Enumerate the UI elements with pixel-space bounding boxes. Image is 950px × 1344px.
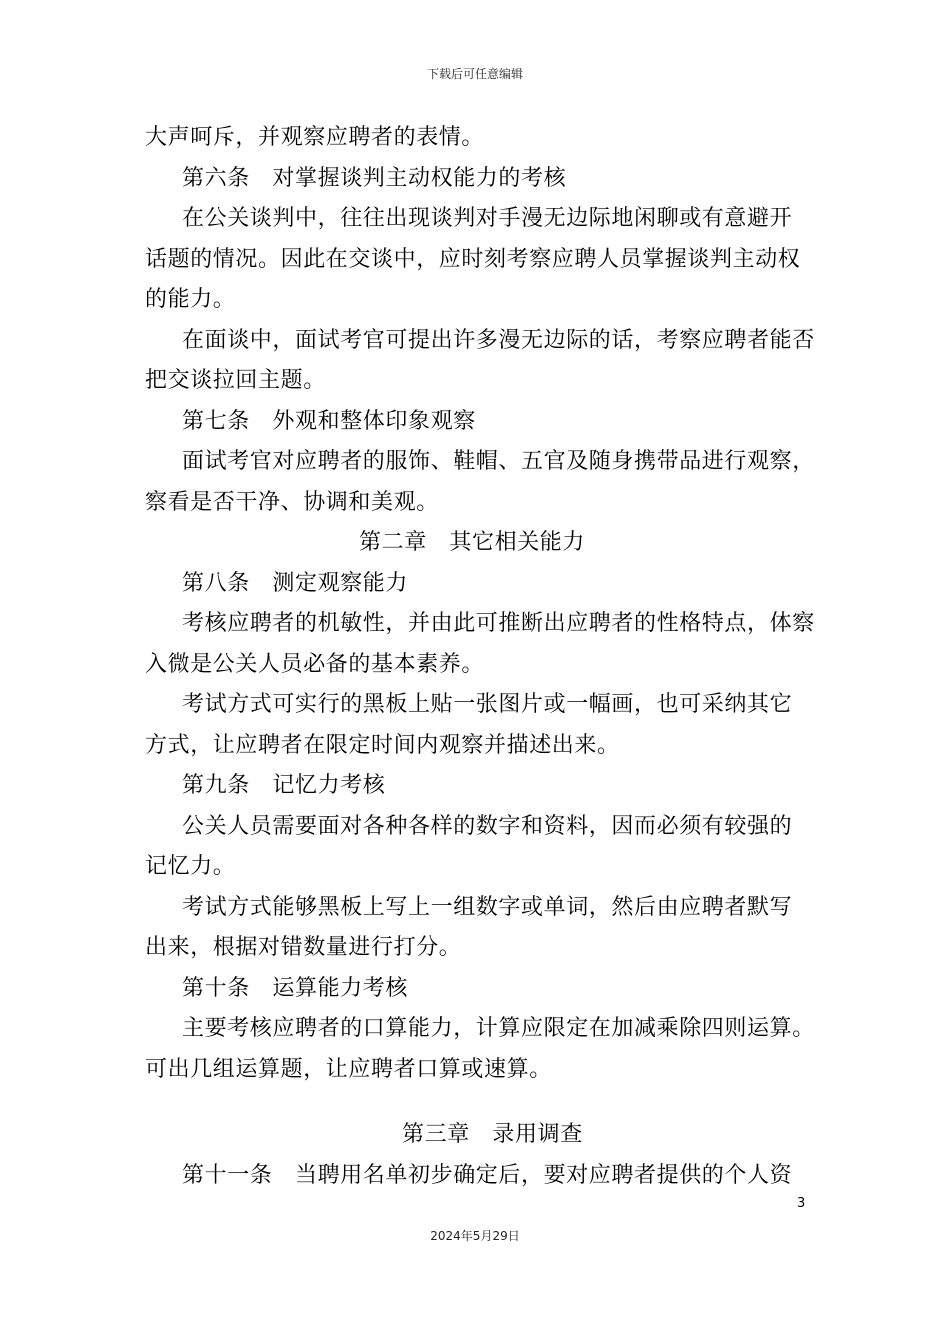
page-footer-date: 2024年5月29日 bbox=[430, 1229, 520, 1243]
paragraph-line: 把交谈拉回主题。 bbox=[145, 368, 326, 393]
paragraph-line: 入微是公关人员必备的基本素养。 bbox=[145, 651, 485, 677]
paragraph-line: 考核应聘者的机敏性，并由此可推断出应聘者的性格特点，体察 bbox=[182, 611, 815, 636]
paragraph-line: 可出几组运算题，让应聘者口算或速算。 bbox=[145, 1056, 552, 1082]
paragraph-line: 面试考官对应聘者的服饰、鞋帽、五官及随身携带品进行观察， bbox=[182, 449, 815, 474]
document-body bbox=[145, 118, 815, 1196]
paragraph-line: 出来，根据对错数量进行打分。 bbox=[145, 935, 462, 960]
paragraph-line: 察看是否干净、协调和美观。 bbox=[145, 489, 439, 515]
article-heading: 第十一条 当聘用名单初步确定后，要对应聘者提供的个人资 bbox=[182, 1162, 793, 1188]
article-heading: 第八条 测定观察能力 bbox=[182, 570, 409, 596]
page-header: 下载后可任意编辑 bbox=[426, 67, 523, 81]
paragraph-line: 大声呵斥，并观察应聘者的表情。 bbox=[145, 125, 485, 150]
article-heading: 第六条 对掌握谈判主动权能力的考核 bbox=[182, 165, 567, 191]
page-number: 3 bbox=[797, 1196, 806, 1211]
paragraph-line: 在公关谈判中，往往出现谈判对手漫无边际地闲聊或有意避开 bbox=[182, 206, 793, 231]
article-heading: 第十条 运算能力考核 bbox=[182, 975, 409, 1001]
paragraph-line: 考试方式能够黑板上写上一组数字或单词，然后由应聘者默写 bbox=[182, 894, 793, 920]
paragraph-line: 公关人员需要面对各种各样的数字和资料，因而必须有较强的 bbox=[182, 813, 793, 839]
paragraph-line: 考试方式可实行的黑板上贴一张图片或一幅画，也可采纳其它 bbox=[182, 692, 793, 717]
section-gap bbox=[145, 1090, 810, 1115]
chapter-heading: 第二章 其它相关能力 bbox=[359, 530, 586, 555]
article-heading: 第九条 记忆力考核 bbox=[182, 773, 386, 798]
paragraph-line: 在面谈中，面试考官可提出许多漫无边际的话，考察应聘者能否 bbox=[182, 327, 815, 353]
paragraph-line: 话题的情况。因此在交谈中，应时刻考察应聘人员掌握谈判主动权 bbox=[145, 246, 801, 272]
paragraph-line: 的能力。 bbox=[145, 287, 236, 312]
chapter-heading: 第三章 录用调查 bbox=[402, 1122, 583, 1147]
paragraph-line: 方式，让应聘者在限定时间内观察并描述出来。 bbox=[145, 732, 620, 758]
paragraph-line: 记忆力。 bbox=[145, 854, 236, 879]
article-heading: 第七条 外观和整体印象观察 bbox=[182, 408, 476, 434]
paragraph-line: 主要考核应聘者的口算能力，计算应限定在加减乘除四则运算。 bbox=[182, 1016, 815, 1041]
